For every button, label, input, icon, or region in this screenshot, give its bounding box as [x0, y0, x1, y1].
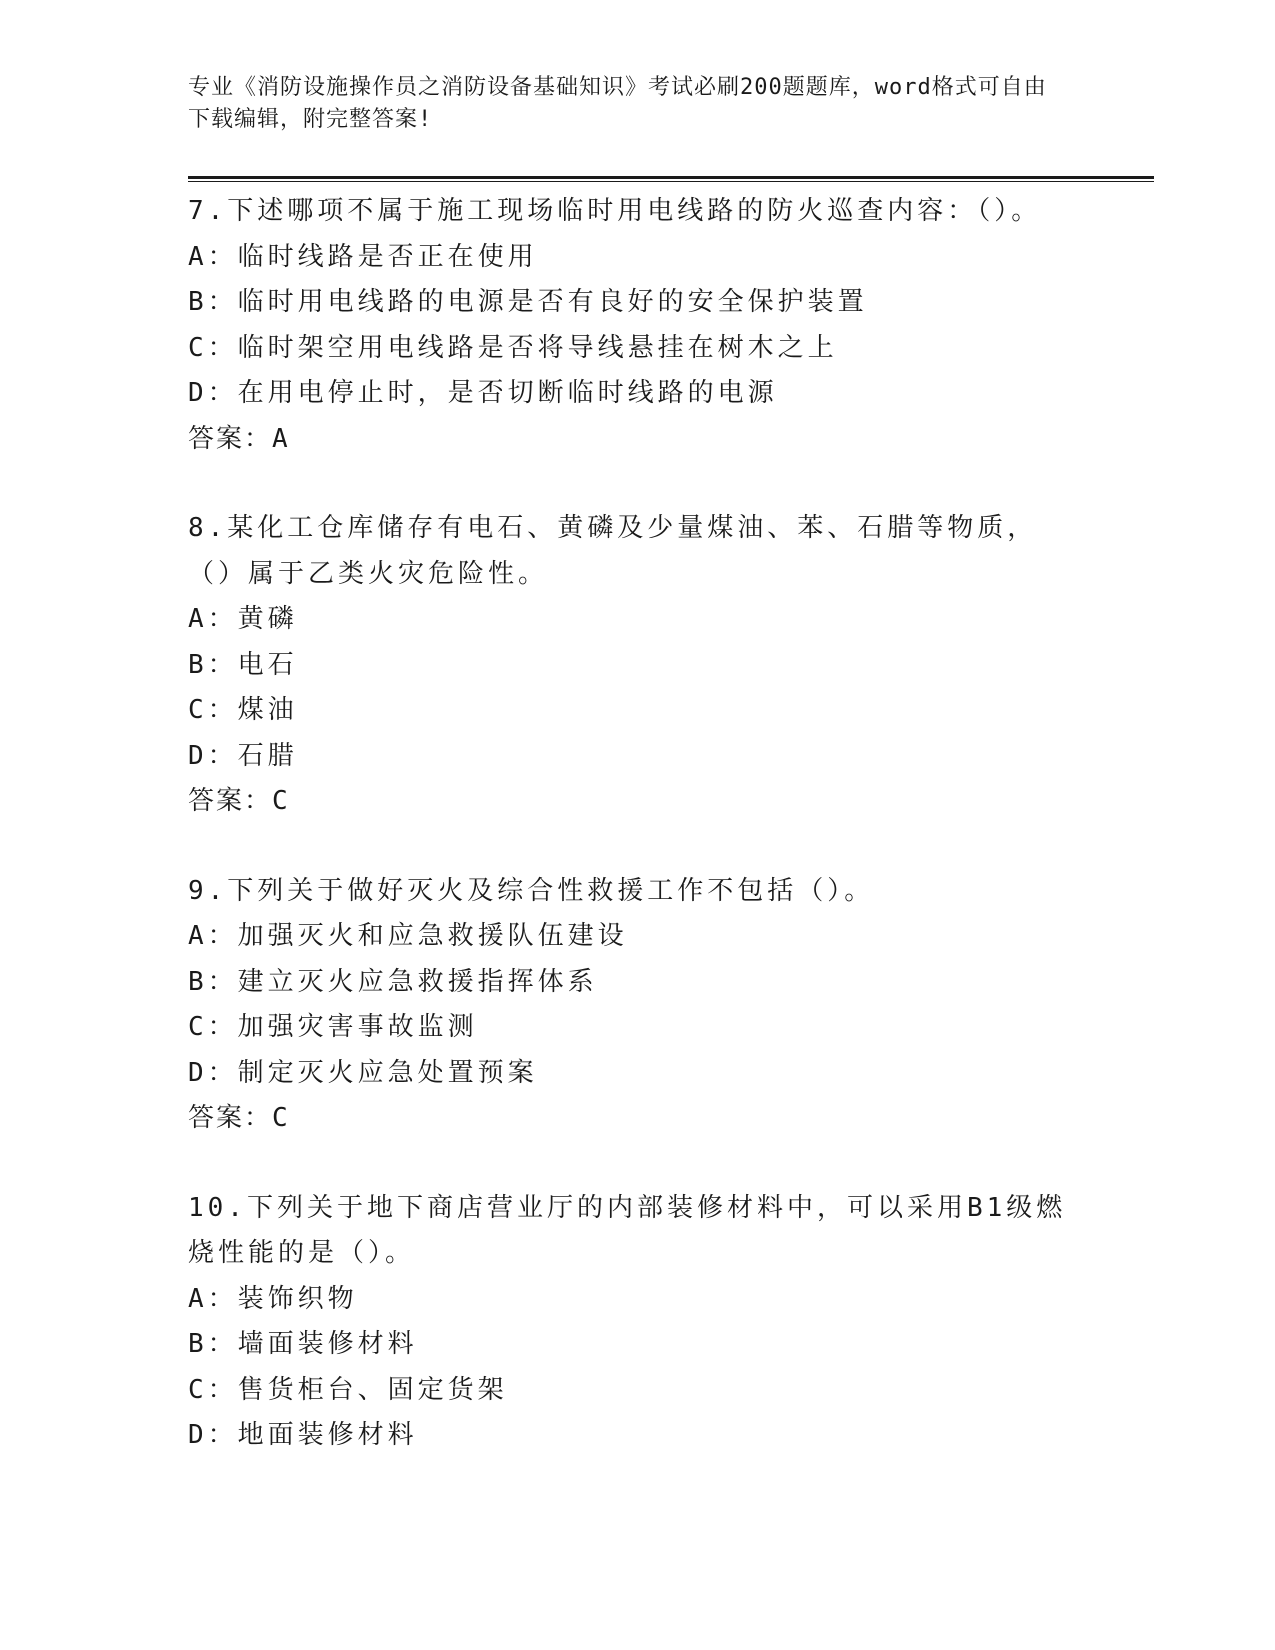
document-title: 专业《消防设施操作员之消防设备基础知识》考试必刷200题题库，word格式可自由下载编辑，附完整答案! — [188, 75, 1047, 132]
page-header — [188, 72, 1068, 136]
option-a: A：加强灭火和应急救援队伍建设 — [188, 921, 628, 951]
option-d: D：地面装修材料 — [188, 1420, 418, 1450]
question-text: 8.某化工仓库储存有电石、黄磷及少量煤油、苯、石腊等物质，（）属于乙类火灾危险性。 — [188, 513, 1038, 589]
question-10 — [188, 1186, 1068, 1459]
header-rule-thin — [188, 181, 1154, 182]
answer-value: C — [272, 1103, 290, 1133]
answer-label: 答案： — [188, 1103, 273, 1133]
option-d: D：制定灭火应急处置预案 — [188, 1057, 538, 1088]
answer-line — [188, 417, 1068, 463]
option-b: B：墙面装修材料 — [188, 1329, 418, 1359]
option-a: A：黄磷 — [188, 604, 298, 634]
option-b: B：建立灭火应急救援指挥体系 — [188, 966, 598, 997]
option-c: C：加强灾害事故监测 — [188, 1012, 478, 1042]
option-c: C：临时架空用电线路是否将导线悬挂在树木之上 — [188, 332, 838, 363]
question-8 — [188, 506, 1068, 825]
answer-label: 答案： — [188, 786, 273, 816]
option-c: C：售货柜台、固定货架 — [188, 1374, 508, 1405]
answer-label: 答案： — [188, 423, 273, 454]
answer-line — [188, 779, 1068, 825]
answer-value: C — [272, 786, 290, 816]
question-text: 10.下列关于地下商店营业厅的内部装修材料中，可以采用B1级燃烧性能的是（）。 — [188, 1192, 1067, 1268]
question-list — [188, 189, 1068, 1459]
option-b: B：临时用电线路的电源是否有良好的安全保护装置 — [188, 287, 868, 317]
answer-value: A — [272, 423, 290, 454]
header-rule-thick — [188, 176, 1154, 179]
question-text: 7.下述哪项不属于施工现场临时用电线路的防火巡查内容：（）。 — [188, 196, 1042, 226]
answer-line — [188, 1096, 1068, 1142]
option-d: D：石腊 — [188, 740, 298, 771]
option-a: A：装饰织物 — [188, 1283, 358, 1314]
option-d: D：在用电停止时，是否切断临时线路的电源 — [188, 378, 778, 408]
question-7 — [188, 189, 1068, 462]
question-9 — [188, 869, 1068, 1142]
option-b: B：电石 — [188, 649, 298, 680]
question-text: 9.下列关于做好灭火及综合性救援工作不包括（）。 — [188, 875, 875, 906]
option-c: C：煤油 — [188, 695, 298, 725]
option-a: A：临时线路是否正在使用 — [188, 241, 538, 272]
